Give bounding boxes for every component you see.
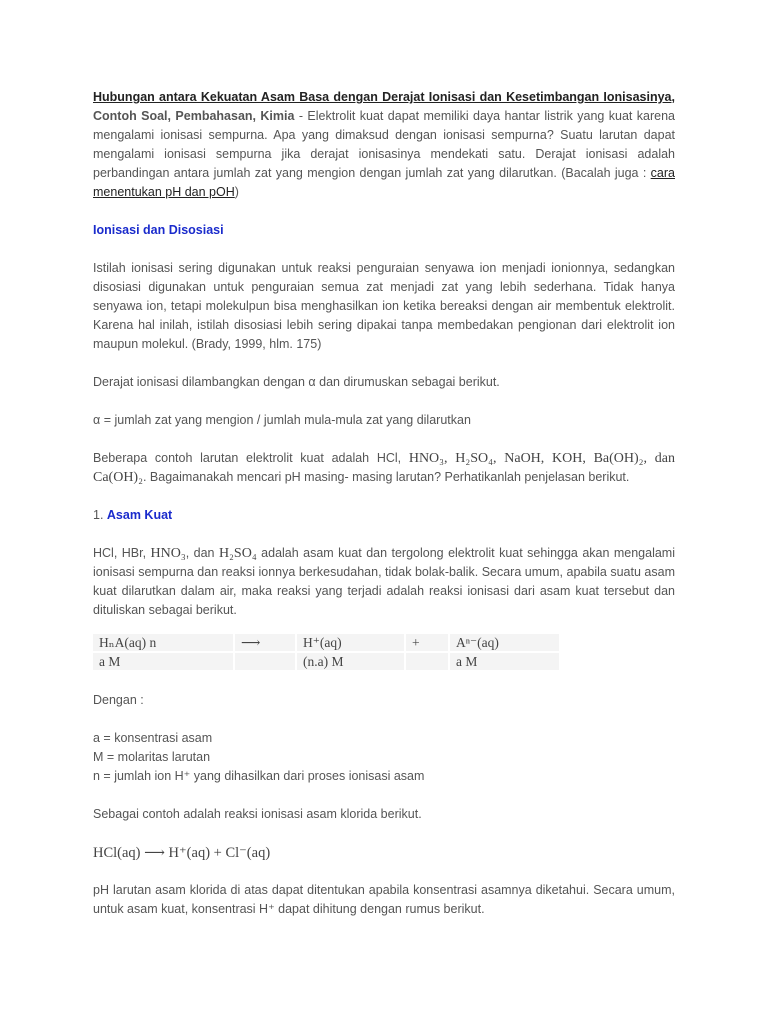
- examples-paragraph: [93, 449, 675, 487]
- definition-item: n = jumlah ion H⁺ yang dihasilkan dari proses ionisasi asam: [93, 769, 425, 783]
- title-comma: ,: [671, 90, 675, 104]
- table-row: [93, 653, 559, 670]
- examples-tail: . Bagaimanakah mencari pH masing- masing larutan? Perhatikanlah penjelasan berikut.: [142, 470, 630, 484]
- examples-formulas: HNO₃, H₂SO₄, NaOH, KOH, Ba(OH)₂, dan Ca(OH)₂: [93, 451, 675, 485]
- definition-item: a = konsentrasi asam: [93, 731, 213, 745]
- table-row: [93, 634, 559, 651]
- reaction-cell: +: [406, 634, 448, 651]
- reaction-cell: [235, 653, 295, 670]
- reaction-cell: HₙA(aq) n: [93, 634, 233, 651]
- para-lead: HCl, HBr,: [93, 546, 151, 560]
- definition-item: M = molaritas larutan: [93, 750, 211, 764]
- hcl-example-intro: Sebagai contoh adalah reaksi ionisasi asam klorida berikut.: [93, 807, 422, 821]
- article-tags: Contoh Soal, Pembahasan, Kimia: [93, 109, 295, 123]
- article-body: [93, 88, 675, 919]
- section-heading-asam-kuat: [93, 506, 675, 525]
- article-title[interactable]: Hubungan antara Kekuatan Asam Basa dengan Derajat Ionisasi dan Kesetimbangan Ionisasinya: [93, 90, 672, 104]
- alpha-intro: Derajat ionisasi dilambangkan dengan α dan dirumuskan sebagai berikut.: [93, 375, 500, 389]
- reaction-cell: ⟶: [235, 634, 295, 651]
- reaction-cell: Aⁿ⁻(aq): [450, 634, 559, 651]
- formula-hno3: HNO₃: [150, 546, 186, 561]
- dengan-label: Dengan :: [93, 693, 144, 707]
- ph-paragraph: pH larutan asam klorida di atas dapat ditentukan apabila konsentrasi asamnya diketahui. Secara umum, untuk asam kuat, konsentrasi H⁺ dapat dihitung dengan rumus berikut.: [93, 883, 675, 916]
- asam-kuat-heading: Asam Kuat: [106, 508, 173, 522]
- examples-lead: Beberapa contoh larutan elektrolit kuat adalah HCl,: [93, 451, 409, 465]
- reaction-cell: [406, 653, 448, 670]
- reaction-cell: H⁺(aq): [297, 634, 404, 651]
- section-heading-ionisasi: Ionisasi dan Disosiasi: [93, 223, 224, 237]
- para-mid: , dan: [185, 546, 219, 560]
- formula-h2so4: H₂SO₄: [218, 546, 257, 561]
- reaction-cell: a M: [450, 653, 559, 670]
- reaction-cell: a M: [93, 653, 233, 670]
- section-number: 1.: [93, 508, 107, 522]
- intro-text: - Elektrolit kuat dapat memiliki daya hantar listrik yang kuat karena mengalami ionisasi sempurna. Apa yang dimaksud dengan ionisasi sempurna? Suatu larutan dapat mengalami ionisasi sempurna jika derajat ionisasinya mendekati satu. Derajat ionisasi adalah perbandingan antara jumlah zat yang mengion dengan jumlah zat yang dilarutkan. (Bacalah juga :: [93, 109, 675, 180]
- para-tail: adalah asam kuat dan tergolong elektrolit kuat sehingga akan mengalami ionisasi sempurna dan reaksi ionnya berkesudahan, tidak bolak-balik. Secara umum, apabila suatu asam kuat dilarutkan dalam air, maka reaksi yang terjadi adalah reaksi ionisasi dari asam kuat tersebut dan dituliskan sebagai berikut.: [93, 546, 675, 617]
- intro-paragraph: [93, 88, 675, 202]
- asam-kuat-paragraph: [93, 544, 675, 620]
- alpha-formula: α = jumlah zat yang mengion / jumlah mula-mula zat yang dilarutkan: [93, 413, 471, 427]
- ionisasi-paragraph: Istilah ionisasi sering digunakan untuk reaksi penguraian senyawa ion menjadi ionionnya, sedangkan disosiasi digunakan untuk penguraian semua zat menjadi zat yang lebih sederhana. Tidak hanya senyawa ion, tetapi molekulpun bisa menghasilkan ion ketika bereaksi dengan air membentuk elektrolit. Karena hal inilah, istilah disosiasi lebih sering dipakai tanpa membedakan pengionan dari elektrolit ion maupun molekul. (Brady, 1999, hlm. 175): [93, 261, 675, 351]
- ionization-reaction-table: [91, 632, 561, 672]
- intro-close: ): [234, 185, 239, 199]
- hcl-reaction: HCl(aq) ⟶ H⁺(aq) + Cl⁻(aq): [93, 845, 271, 861]
- ph-poh-link[interactable]: cara menentukan pH dan pOH: [93, 166, 675, 199]
- reaction-cell: (n.a) M: [297, 653, 404, 670]
